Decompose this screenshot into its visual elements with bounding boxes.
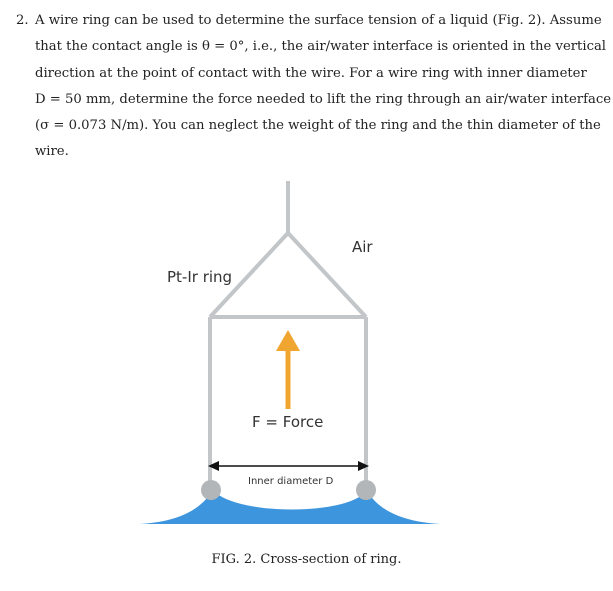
problem-line-4: D = 50 mm, determine the force needed to lift the ring through an air/water interface [35, 91, 612, 107]
problem-line-5: (σ = 0.073 N/m). You can neglect the weight of the ring and the thin diameter of the [35, 118, 601, 134]
air-label: Air [352, 238, 373, 256]
force-label: F = Force [252, 413, 324, 431]
right-ring-section [356, 480, 376, 500]
problem-line-6: wire. [35, 144, 69, 160]
ring-diagram [135, 176, 445, 531]
water-surface [140, 490, 440, 524]
ring-figure [135, 176, 445, 531]
problem-number: 2. [16, 13, 29, 28]
problem-text [16, 8, 612, 166]
force-arrow-head [276, 330, 300, 351]
problem-line-1: A wire ring can be used to determine the surface tension of a liquid (Fig. 2). Assume [35, 13, 602, 28]
problem-line-3: direction at the point of contact with the wire. For a wire ring with inner diameter [35, 65, 587, 81]
diameter-label: Inner diameter D [248, 476, 334, 487]
problem-line-2: that the contact angle is θ = 0°, i.e., the air/water interface is oriented in the vertical [35, 39, 607, 55]
hanger-wire [210, 233, 366, 317]
left-ring-section [201, 480, 221, 500]
ring-label: Pt-Ir ring [167, 268, 233, 286]
figure-caption: FIG. 2. Cross-section of ring. [211, 552, 402, 567]
